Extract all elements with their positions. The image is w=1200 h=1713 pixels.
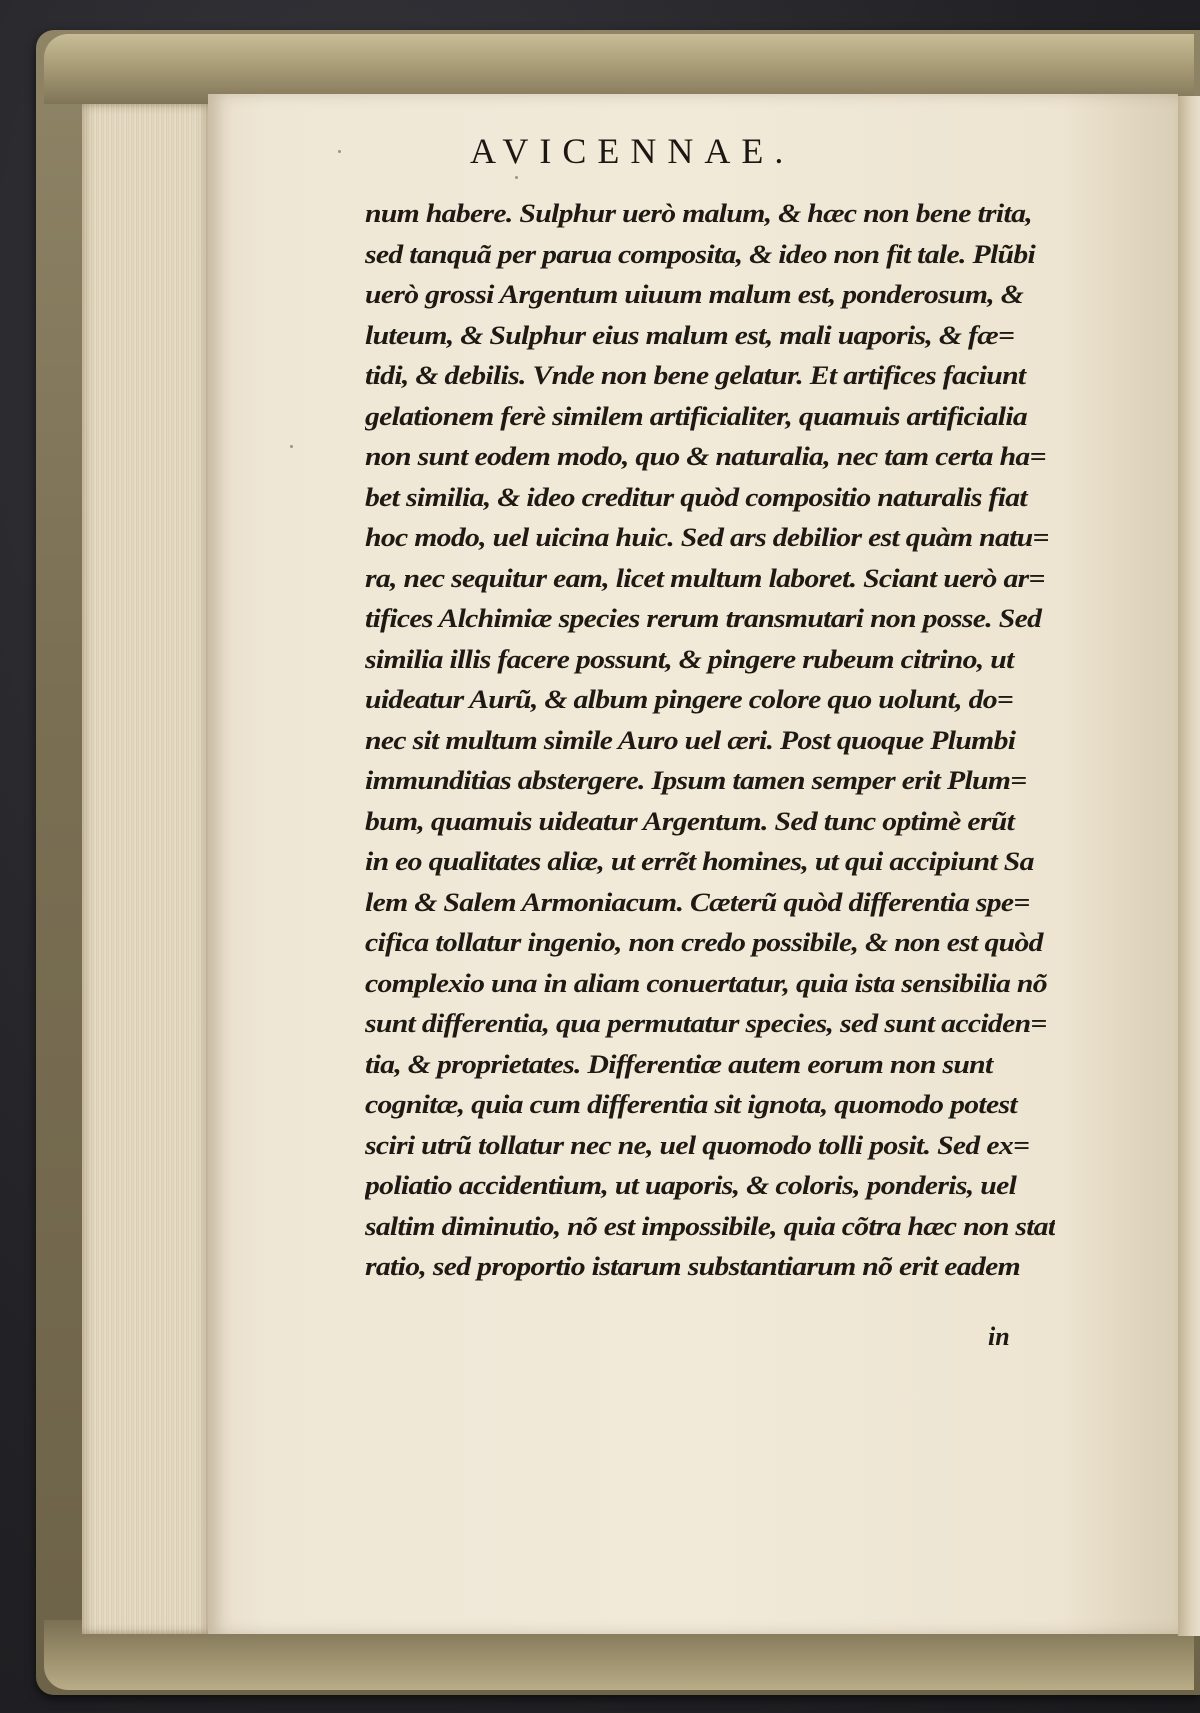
text-line: nec sit multum simile Auro uel æri. Post quoque Plumbi: [365, 724, 1016, 755]
text-line: sciri utrũ tollatur nec ne, uel quomodo tolli posit. Sed ex=: [365, 1129, 1030, 1160]
text-line: complexio una in aliam conuertatur, quia ista sensibilia nõ: [365, 967, 1047, 998]
text-line: num habere. Sulphur uerò malum, & hæc non bene trita,: [365, 198, 1032, 228]
text-line: luteum, & Sulphur eius malum est, mali uaporis, & fæ=: [365, 319, 1015, 350]
text-line: gelationem ferè similem artificialiter, quamuis artificialia: [365, 400, 1028, 431]
text-line: poliatio accidentium, ut uaporis, & coloris, ponderis, uel: [365, 1170, 1017, 1200]
text-line: sed tanquã per parua composita, & ideo non fit tale. Plũbi: [365, 238, 1036, 269]
page-text: [365, 193, 1055, 1287]
text-line: uerò grossi Argentum uiuum malum est, ponderosum, &: [365, 279, 1024, 309]
ink-speck: [515, 176, 518, 179]
text-line: immunditias abstergere. Ipsum tamen semper erit Plum=: [365, 765, 1027, 795]
text-line: ra, nec sequitur eam, licet multum laboret. Sciant uerò ar=: [365, 562, 1045, 593]
text-line: ratio, sed proportio istarum substantiarum nõ erit eadem: [365, 1251, 1021, 1281]
text-line: uideatur Aurũ, & album pingere colore quo uolunt, do=: [365, 684, 1014, 714]
text-line: non sunt eodem modo, quo & naturalia, nec tam certa ha=: [365, 441, 1046, 471]
text-line: bum, quamuis uideatur Argentum. Sed tunc optimè erũt: [365, 805, 1015, 836]
running-head: AVICENNAE.: [470, 131, 795, 171]
text-line: tidi, & debilis. Vnde non bene gelatur. Et artifices faciunt: [365, 360, 1026, 390]
text-line: bet similia, & ideo creditur quòd compositio naturalis fiat: [365, 481, 1028, 512]
text-line: cifica tollatur ingenio, non credo possibile, & non est quòd: [365, 927, 1043, 957]
text-line: hoc modo, uel uicina huic. Sed ars debilior est quàm natu=: [365, 522, 1049, 552]
text-line: in eo qualitates aliæ, ut errẽt homines, ut qui accipiunt Sa: [365, 846, 1034, 876]
text-line: cognitæ, quia cum differentia sit ignota, quomodo potest: [365, 1089, 1017, 1119]
ink-speck: [338, 150, 341, 153]
page-edges: [82, 104, 212, 1634]
catchword: in: [988, 1322, 1010, 1351]
text-line: sunt differentia, qua permutatur species, sed sunt acciden=: [365, 1008, 1047, 1038]
text-line: tia, & proprietates. Differentiæ autem eorum non sunt: [365, 1048, 993, 1079]
text-line: tifices Alchimiæ species rerum transmutari non posse. Sed: [365, 603, 1042, 633]
text-line: saltim diminutio, nõ est impossibile, quia cõtra hæc non stat: [365, 1210, 1055, 1241]
ink-speck: [290, 445, 293, 448]
text-line: similia illis facere possunt, & pingere rubeum citrino, ut: [365, 643, 1014, 674]
text-line: lem & Salem Armoniacum. Cæterũ quòd differentia spe=: [365, 886, 1030, 917]
facing-page-edge: [1178, 96, 1200, 1636]
